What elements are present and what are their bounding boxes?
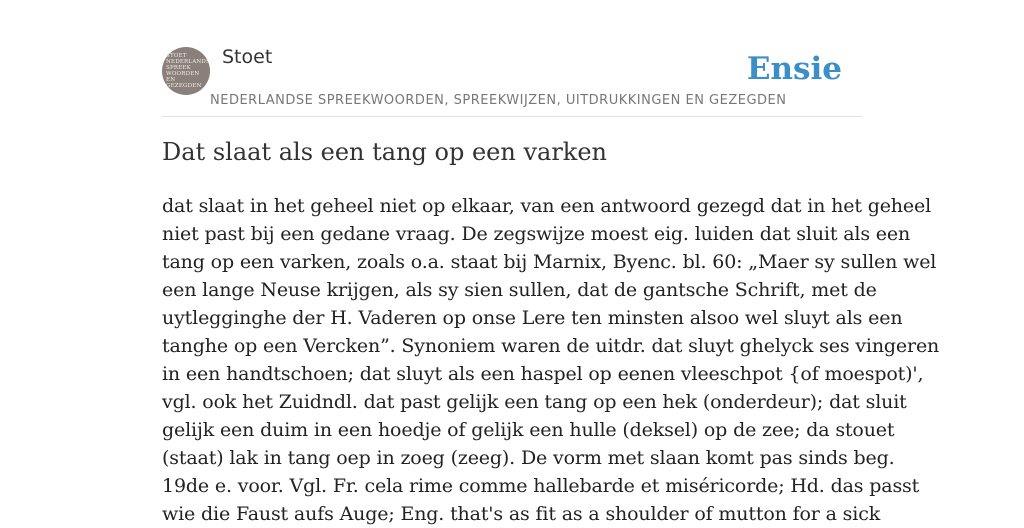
entry-body-line: gelijk een duim in een hoedje of gelijk een hulle (deksel) op de zee; da stouet	[162, 419, 895, 441]
entry-body	[162, 192, 940, 528]
entry-body-line: (staat) lak in tang oep in zoeg (zeeg). De vorm met slaan komt pas sinds beg.	[162, 447, 895, 469]
source-subtitle: NEDERLANDSE SPREEKWOORDEN, SPREEKWIJZEN, UITDRUKKINGEN EN GEZEGDEN	[210, 93, 787, 108]
entry-body-line: tang op een varken, zoals o.a. staat bij Marnix, Byenc. bl. 60: „Maer sy sullen wel	[162, 251, 937, 273]
header	[162, 46, 862, 117]
entry-body-line: in een handtschoen; dat sluyt als een haspel op eenen vleeschpot {of moespot)',	[162, 363, 924, 385]
entry-body-line: 19de e. voor. Vgl. Fr. cela rime comme hallebarde et miséricorde; Hd. das passt	[162, 475, 920, 497]
entry-body-line: vgl. ook het Zuidndl. dat past gelijk een tang op een hek (onderdeur); dat sluit	[162, 391, 907, 413]
avatar[interactable]	[162, 47, 215, 95]
entry-body-line: wie die Faust aufs Auge; Eng. that's as fit as a shoulder of mutton for a sick	[162, 503, 881, 525]
avatar-book-cover-text: STOET NEDERLANDSE SPREEK WOORDEN EN GEZEGDEN	[166, 53, 215, 89]
brand-logo[interactable]: Ensie	[746, 51, 842, 87]
entry-body-line: niet past bij een gedane vraag. De zegswijze moest eig. luiden dat sluit als een	[162, 223, 911, 245]
entry-title: Dat slaat als een tang op een varken	[162, 138, 608, 166]
entry-body-line: een lange Neuse krijgen, als sy sien sullen, dat de gantsche Schrift, met de	[162, 279, 877, 301]
source-title[interactable]: Stoet	[222, 46, 273, 68]
entry-body-line: uytlegginghe der H. Vaderen op onse Lere ten minsten alsoo wel sluyt als een	[162, 307, 903, 329]
entry-body-line: dat slaat in het geheel niet op elkaar, van een antwoord gezegd dat in het geheel	[162, 195, 932, 217]
entry-body-line: tanghe op een Vercken”. Synoniem waren de uitdr. dat sluyt ghelyck ses vingeren	[162, 335, 940, 357]
